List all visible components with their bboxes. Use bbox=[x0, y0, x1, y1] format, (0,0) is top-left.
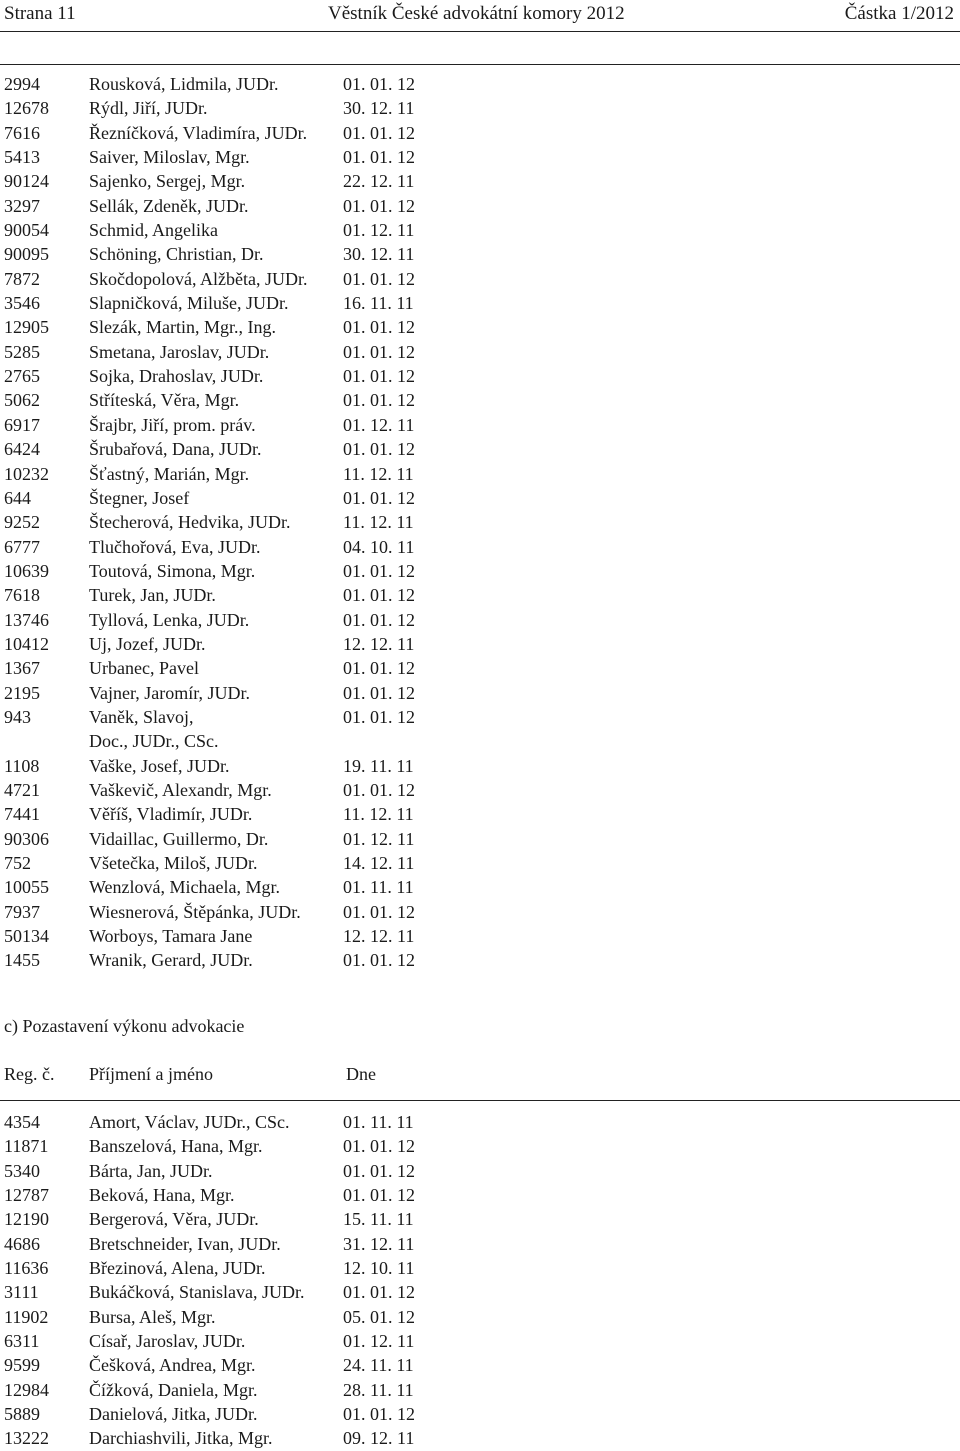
person-name: Bursa, Aleš, Mgr. bbox=[89, 1306, 216, 1327]
list-item bbox=[0, 121, 960, 145]
date: 01. 01. 12 bbox=[343, 195, 415, 216]
date: 31. 12. 11 bbox=[343, 1233, 415, 1254]
list-item bbox=[0, 681, 960, 705]
reg-number: 5413 bbox=[4, 147, 40, 168]
list-item bbox=[0, 291, 960, 315]
list-item bbox=[0, 802, 960, 826]
person-name: Tyllová, Lenka, JUDr. bbox=[89, 609, 250, 630]
date: 12. 12. 11 bbox=[343, 633, 415, 654]
reg-number: 5889 bbox=[4, 1404, 40, 1425]
date: 14. 12. 11 bbox=[343, 853, 415, 873]
list-item bbox=[0, 754, 960, 778]
list-item bbox=[0, 267, 960, 291]
list-item bbox=[0, 632, 960, 656]
reg-number: 12787 bbox=[4, 1185, 49, 1206]
list-item bbox=[0, 1134, 960, 1158]
list-item bbox=[0, 1329, 960, 1353]
person-name: Bárta, Jan, JUDr. bbox=[89, 1160, 213, 1181]
person-name: Tlučhořová, Eva, JUDr. bbox=[89, 536, 261, 557]
section-title: c) Pozastavení výkonu advokacie bbox=[4, 1016, 245, 1036]
list-item bbox=[0, 315, 960, 339]
date: 04. 10. 11 bbox=[343, 536, 415, 557]
person-name: Šťastný, Marián, Mgr. bbox=[89, 463, 250, 484]
date: 01. 01. 12 bbox=[343, 1404, 415, 1425]
reg-number: 4721 bbox=[4, 779, 40, 800]
list-item bbox=[0, 388, 960, 412]
person-name: Bukáčková, Stanislava, JUDr. bbox=[89, 1282, 305, 1303]
reg-number: 10232 bbox=[4, 463, 49, 484]
reg-number: 90124 bbox=[4, 171, 49, 192]
person-name: Doc., JUDr., CSc. bbox=[89, 731, 219, 752]
date: 01. 01. 12 bbox=[343, 122, 415, 143]
person-name: Banszelová, Hana, Mgr. bbox=[89, 1136, 263, 1157]
reg-number: 6424 bbox=[4, 439, 40, 460]
reg-number: 90095 bbox=[4, 244, 49, 265]
list-item bbox=[0, 437, 960, 461]
date: 12. 10. 11 bbox=[343, 1258, 415, 1279]
reg-number: 4686 bbox=[4, 1233, 40, 1254]
person-name: Císař, Jaroslav, JUDr. bbox=[89, 1331, 246, 1352]
list-item bbox=[0, 875, 960, 899]
list-item bbox=[0, 729, 960, 753]
date: 01. 01. 12 bbox=[343, 1185, 415, 1206]
person-name: Beková, Hana, Mgr. bbox=[89, 1185, 235, 1206]
list-item bbox=[0, 1378, 960, 1402]
column-header-name: Příjmení a jméno bbox=[89, 1064, 213, 1084]
person-name: Sojka, Drahoslav, JUDr. bbox=[89, 366, 264, 387]
list-item bbox=[0, 948, 960, 972]
list-item bbox=[0, 194, 960, 218]
list-item bbox=[0, 242, 960, 266]
list-item bbox=[0, 656, 960, 680]
person-name: Šrajbr, Jiří, prom. práv. bbox=[89, 414, 256, 435]
person-name: Březinová, Alena, JUDr. bbox=[89, 1258, 266, 1279]
list-item bbox=[0, 72, 960, 96]
date: 22. 12. 11 bbox=[343, 171, 415, 192]
date: 01. 11. 11 bbox=[343, 1112, 414, 1132]
list-item bbox=[0, 1207, 960, 1231]
person-name: Čížková, Daniela, Mgr. bbox=[89, 1379, 258, 1400]
date: 01. 01. 12 bbox=[343, 609, 415, 630]
person-name: Urbanec, Pavel bbox=[89, 658, 199, 679]
list-item bbox=[0, 608, 960, 632]
list-item bbox=[0, 851, 960, 875]
person-name: Vidaillac, Guillermo, Dr. bbox=[89, 828, 269, 849]
date: 15. 11. 11 bbox=[343, 1209, 414, 1230]
reg-number: 12678 bbox=[4, 98, 49, 119]
person-name: Sellák, Zdeněk, JUDr. bbox=[89, 195, 249, 216]
person-name: Vaněk, Slavoj, bbox=[89, 706, 194, 727]
person-name: Češková, Andrea, Mgr. bbox=[89, 1355, 256, 1376]
person-name: Schmid, Angelika bbox=[89, 220, 218, 241]
date: 01. 01. 12 bbox=[343, 658, 415, 679]
reg-number: 90306 bbox=[4, 828, 49, 849]
list-item bbox=[0, 583, 960, 607]
reg-number: 7872 bbox=[4, 268, 40, 289]
table-header-rule bbox=[0, 1100, 960, 1101]
date: 12. 12. 11 bbox=[343, 926, 415, 947]
list-item bbox=[0, 900, 960, 924]
list-item bbox=[0, 1183, 960, 1207]
reg-number: 5062 bbox=[4, 390, 40, 411]
person-name: Wenzlová, Michaela, Mgr. bbox=[89, 877, 280, 898]
reg-number: 10055 bbox=[4, 877, 49, 898]
reg-number: 12984 bbox=[4, 1379, 49, 1400]
list-item bbox=[0, 1256, 960, 1280]
person-name: Amort, Václav, JUDr., CSc. bbox=[89, 1112, 290, 1132]
list-item bbox=[0, 1232, 960, 1256]
list-item bbox=[0, 462, 960, 486]
person-name: Smetana, Jaroslav, JUDr. bbox=[89, 341, 270, 362]
person-name: Rýdl, Jiří, JUDr. bbox=[89, 98, 208, 119]
issue-number: Částka 1/2012 bbox=[844, 3, 954, 24]
person-name: Toutová, Simona, Mgr. bbox=[89, 560, 256, 581]
date: 01. 01. 12 bbox=[343, 341, 415, 362]
lawyer-list bbox=[0, 72, 960, 973]
date: 01. 12. 11 bbox=[343, 828, 415, 849]
date: 01. 12. 11 bbox=[343, 1331, 415, 1352]
date: 11. 12. 11 bbox=[343, 463, 414, 484]
reg-number: 5340 bbox=[4, 1160, 40, 1181]
reg-number: 7441 bbox=[4, 804, 40, 825]
list-item bbox=[0, 96, 960, 120]
journal-title: Věstník České advokátní komory 2012 bbox=[328, 3, 625, 24]
person-name: Wiesnerová, Štěpánka, JUDr. bbox=[89, 901, 301, 922]
list-item bbox=[0, 340, 960, 364]
date: 11. 12. 11 bbox=[343, 512, 414, 533]
reg-number: 3111 bbox=[4, 1282, 39, 1303]
person-name: Turek, Jan, JUDr. bbox=[89, 585, 216, 606]
reg-number: 2765 bbox=[4, 366, 40, 387]
column-header-reg: Reg. č. bbox=[4, 1064, 55, 1084]
date: 01. 01. 12 bbox=[343, 147, 415, 168]
reg-number: 12905 bbox=[4, 317, 49, 338]
page-header bbox=[0, 0, 960, 28]
reg-number: 1367 bbox=[4, 658, 40, 679]
person-name: Rousková, Lidmila, JUDr. bbox=[89, 74, 279, 94]
reg-number: 9599 bbox=[4, 1355, 40, 1376]
date: 01. 12. 11 bbox=[343, 220, 415, 241]
date: 19. 11. 11 bbox=[343, 755, 414, 776]
date: 01. 01. 12 bbox=[343, 317, 415, 338]
date: 01. 01. 12 bbox=[343, 487, 415, 508]
suspension-list bbox=[0, 1110, 960, 1451]
person-name: Věříš, Vladimír, JUDr. bbox=[89, 804, 253, 825]
person-name: Stříteská, Věra, Mgr. bbox=[89, 390, 240, 411]
date: 01. 01. 12 bbox=[343, 268, 415, 289]
reg-number: 3546 bbox=[4, 293, 40, 314]
date: 01. 01. 12 bbox=[343, 390, 415, 411]
header-rule bbox=[0, 31, 960, 32]
reg-number: 10639 bbox=[4, 560, 49, 581]
date: 01. 11. 11 bbox=[343, 877, 414, 898]
list-item bbox=[0, 364, 960, 388]
person-name: Řezníčková, Vladimíra, JUDr. bbox=[89, 122, 308, 143]
reg-number: 11636 bbox=[4, 1258, 49, 1279]
reg-number: 4354 bbox=[4, 1112, 40, 1132]
reg-number: 10412 bbox=[4, 633, 49, 654]
reg-number: 50134 bbox=[4, 926, 49, 947]
person-name: Vajner, Jaromír, JUDr. bbox=[89, 682, 251, 703]
list-item bbox=[0, 535, 960, 559]
person-name: Bergerová, Věra, JUDr. bbox=[89, 1209, 259, 1230]
date: 11. 12. 11 bbox=[343, 804, 414, 825]
list-item bbox=[0, 827, 960, 851]
list-item bbox=[0, 705, 960, 729]
date: 01. 01. 12 bbox=[343, 779, 415, 800]
list-item bbox=[0, 1426, 960, 1450]
list-item bbox=[0, 1159, 960, 1183]
list-item bbox=[0, 1305, 960, 1329]
reg-number: 7618 bbox=[4, 585, 40, 606]
person-name: Vaškevič, Alexandr, Mgr. bbox=[89, 779, 272, 800]
reg-number: 6311 bbox=[4, 1331, 40, 1352]
reg-number: 1108 bbox=[4, 755, 40, 776]
date: 01. 01. 12 bbox=[343, 585, 415, 606]
date: 01. 01. 12 bbox=[343, 74, 415, 94]
list-item bbox=[0, 486, 960, 510]
person-name: Štegner, Josef bbox=[89, 487, 190, 508]
reg-number: 6777 bbox=[4, 536, 40, 557]
person-name: Slezák, Martin, Mgr., Ing. bbox=[89, 317, 276, 338]
date: 01. 01. 12 bbox=[343, 1160, 415, 1181]
reg-number: 6917 bbox=[4, 414, 40, 435]
reg-number: 3297 bbox=[4, 195, 40, 216]
person-name: Wranik, Gerard, JUDr. bbox=[89, 950, 253, 971]
list-item bbox=[0, 1280, 960, 1304]
reg-number: 7937 bbox=[4, 901, 40, 922]
person-name: Worboys, Tamara Jane bbox=[89, 926, 253, 947]
person-name: Bretschneider, Ivan, JUDr. bbox=[89, 1233, 281, 1254]
date: 01. 01. 12 bbox=[343, 950, 415, 971]
date: 01. 01. 12 bbox=[343, 1136, 415, 1157]
list-item bbox=[0, 559, 960, 583]
person-name: Darchiashvili, Jitka, Mgr. bbox=[89, 1428, 273, 1449]
page-number: Strana 11 bbox=[4, 3, 76, 24]
reg-number: 9252 bbox=[4, 512, 40, 533]
list-item bbox=[0, 1110, 960, 1134]
person-name: Skočdopolová, Alžběta, JUDr. bbox=[89, 268, 308, 289]
person-name: Schöning, Christian, Dr. bbox=[89, 244, 264, 265]
person-name: Vaške, Josef, JUDr. bbox=[89, 755, 230, 776]
list-item bbox=[0, 924, 960, 948]
reg-number: 12190 bbox=[4, 1209, 49, 1230]
date: 30. 12. 11 bbox=[343, 244, 415, 265]
reg-number: 2195 bbox=[4, 682, 40, 703]
date: 01. 01. 12 bbox=[343, 706, 415, 727]
date: 01. 01. 12 bbox=[343, 366, 415, 387]
date: 01. 01. 12 bbox=[343, 901, 415, 922]
reg-number: 11871 bbox=[4, 1136, 49, 1157]
list-item bbox=[0, 1353, 960, 1377]
list-item bbox=[0, 510, 960, 534]
person-name: Štecherová, Hedvika, JUDr. bbox=[89, 512, 291, 533]
reg-number: 13746 bbox=[4, 609, 49, 630]
date: 28. 11. 11 bbox=[343, 1379, 414, 1400]
date: 01. 01. 12 bbox=[343, 682, 415, 703]
reg-number: 2994 bbox=[4, 74, 40, 94]
person-name: Sajenko, Sergej, Mgr. bbox=[89, 171, 246, 192]
date: 01. 01. 12 bbox=[343, 1282, 415, 1303]
person-name: Všetečka, Miloš, JUDr. bbox=[89, 853, 258, 873]
reg-number: 90054 bbox=[4, 220, 49, 241]
reg-number: 1455 bbox=[4, 950, 40, 971]
list-top-rule bbox=[0, 64, 960, 65]
person-name: Danielová, Jitka, JUDr. bbox=[89, 1404, 258, 1425]
list-item bbox=[0, 218, 960, 242]
date: 01. 01. 12 bbox=[343, 439, 415, 460]
person-name: Slapničková, Miluše, JUDr. bbox=[89, 293, 289, 314]
reg-number: 7616 bbox=[4, 122, 40, 143]
reg-number: 13222 bbox=[4, 1428, 49, 1449]
person-name: Šrubařová, Dana, JUDr. bbox=[89, 439, 262, 460]
date: 01. 01. 12 bbox=[343, 560, 415, 581]
reg-number: 11902 bbox=[4, 1306, 49, 1327]
list-item bbox=[0, 145, 960, 169]
person-name: Saiver, Miloslav, Mgr. bbox=[89, 147, 250, 168]
column-header-date: Dne bbox=[346, 1064, 376, 1084]
date: 05. 01. 12 bbox=[343, 1306, 415, 1327]
date: 16. 11. 11 bbox=[343, 293, 414, 314]
reg-number: 5285 bbox=[4, 341, 40, 362]
list-item bbox=[0, 778, 960, 802]
reg-number: 943 bbox=[4, 706, 31, 727]
person-name: Uj, Jozef, JUDr. bbox=[89, 633, 206, 654]
list-item bbox=[0, 1402, 960, 1426]
date: 09. 12. 11 bbox=[343, 1428, 415, 1449]
list-item bbox=[0, 413, 960, 437]
date: 24. 11. 11 bbox=[343, 1355, 414, 1376]
list-item bbox=[0, 169, 960, 193]
reg-number: 644 bbox=[4, 487, 31, 508]
reg-number: 752 bbox=[4, 853, 31, 873]
date: 01. 12. 11 bbox=[343, 414, 415, 435]
date: 30. 12. 11 bbox=[343, 98, 415, 119]
